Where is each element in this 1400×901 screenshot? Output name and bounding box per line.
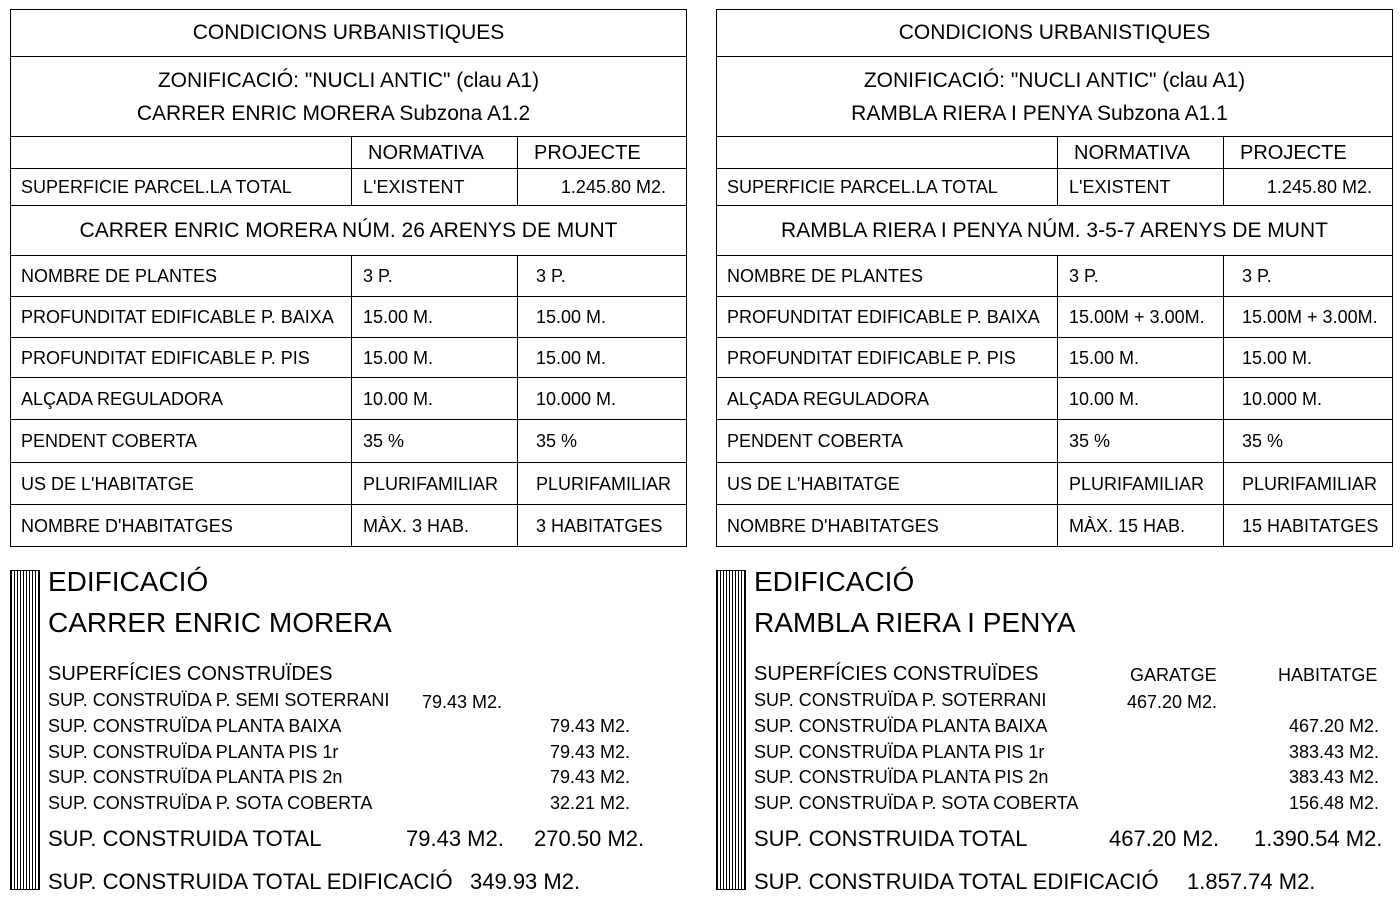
address-text: RAMBLA RIERA I PENYA NÚM. 3-5-7 ARENYS DE MUNT [781,219,1328,242]
table-title-row [11,10,686,56]
row-normativa: 35 % [1058,420,1224,463]
table-row [11,419,686,463]
hatch-bar-graphic [716,570,746,890]
total-label: SUP. CONSTRUIDA TOTAL [754,826,1028,851]
built-areas-header: SUPERFÍCIES CONSTRUÏDES [48,663,333,685]
row-label: PROFUNDITAT EDIFICABLE P. PIS [11,338,352,378]
row-label: PROFUNDITAT EDIFICABLE P. BAIXA [717,297,1058,338]
street-subzone-text: RAMBLA RIERA I PENYA Subzona A1.1 [851,102,1228,125]
row-projecte: 15 HABITATGES [1242,515,1379,536]
urban-conditions-table [10,9,687,547]
list-item-value-b: 467.20 M2. [1289,716,1380,736]
parcel-norm: L'EXISTENT [352,169,518,206]
row-normativa: 15.00 M. [1058,338,1224,378]
zoning-row [717,56,1392,137]
address-text: CARRER ENRIC MORERA NÚM. 26 ARENYS DE MUNT [79,219,618,242]
urban-conditions-table [716,9,1393,547]
edification-title: EDIFICACIÓ [48,566,209,597]
table-row [11,337,686,378]
row-projecte: 15.00 M. [536,347,607,368]
table-row [717,462,1392,505]
list-item-label: SUP. CONSTRUÏDA P. SOTERRANI [754,690,1047,710]
row-label: ALÇADA REGULADORA [717,378,1058,420]
zoning-text: ZONIFICACIÓ: "NUCLI ANTIC" (clau A1) [157,69,540,92]
edification-title: EDIFICACIÓ [754,566,915,597]
row-projecte: 15.00 M. [536,307,607,327]
row-projecte: 3 P. [1242,266,1272,286]
grand-total-label: SUP. CONSTRUIDA TOTAL EDIFICACIÓ [48,869,453,894]
column-header-row [11,136,686,169]
right-panel [716,0,1393,901]
row-label: PENDENT COBERTA [11,420,352,463]
address-row [717,205,1392,256]
table-title: CONDICIONS URBANISTIQUES [192,21,505,44]
parcel-norm: L'EXISTENT [1058,169,1224,206]
row-normativa: 10.00 M. [352,378,518,420]
zoning-text: ZONIFICACIÓ: "NUCLI ANTIC" (clau A1) [863,69,1246,92]
total-value-a: 467.20 M2. [1109,826,1220,851]
table-row [717,377,1392,420]
row-projecte: 10.000 M. [536,388,617,409]
row-label: NOMBRE D'HABITATGES [11,505,352,547]
total-label: SUP. CONSTRUIDA TOTAL [48,826,322,851]
edification-street: CARRER ENRIC MORERA [48,607,392,638]
address-row [11,205,686,256]
row-label: NOMBRE D'HABITATGES [717,505,1058,547]
table-row [717,504,1392,547]
parcel-label: SUPERFICIE PARCEL.LA TOTAL [11,169,352,206]
row-normativa: PLURIFAMILIAR [1058,463,1224,505]
row-normativa: 15.00 M. [352,338,518,378]
row-normativa: 35 % [352,420,518,463]
hatch-bar-graphic [10,570,40,890]
list-item-value-a: 467.20 M2. [1127,692,1218,712]
row-normativa: 10.00 M. [1058,378,1224,420]
table-row [717,255,1392,297]
col-projecte: PROJECTE [534,141,641,164]
row-projecte: PLURIFAMILIAR [536,473,672,494]
table-row [11,296,686,338]
list-item-label: SUP. CONSTRUÏDA PLANTA BAIXA [754,716,1048,736]
zoning-row [11,56,686,137]
list-item-value-b: 156.48 M2. [1289,793,1380,813]
housing-column-header: HABITATGE [1278,665,1378,685]
total-value-b: 270.50 M2. [534,826,645,851]
row-label: PROFUNDITAT EDIFICABLE P. PIS [717,338,1058,378]
row-normativa: 3 P. [352,256,518,297]
col-projecte: PROJECTE [1240,141,1347,164]
column-header-row [717,136,1392,169]
row-normativa: 15.00M + 3.00M. [1058,297,1224,338]
list-item-label: SUP. CONSTRUÏDA P. SOTA COBERTA [754,793,1079,813]
row-label: PROFUNDITAT EDIFICABLE P. BAIXA [11,297,352,338]
list-item-label: SUP. CONSTRUÏDA P. SOTA COBERTA [48,793,373,813]
row-label: US DE L'HABITATGE [717,463,1058,505]
grand-total-value: 349.93 M2. [470,869,581,894]
row-normativa: MÀX. 15 HAB. [1058,505,1224,547]
list-item-label: SUP. CONSTRUÏDA PLANTA BAIXA [48,716,342,736]
list-item-value-b: 79.43 M2. [550,767,631,787]
row-projecte: 15.00M + 3.00M. [1242,307,1378,327]
table-row [11,255,686,297]
row-projecte: 3 P. [536,266,566,286]
list-item-label: SUP. CONSTRUÏDA PLANTA PIS 1r [48,742,339,762]
list-item-label: SUP. CONSTRUÏDA PLANTA PIS 2n [48,767,343,787]
garage-column-header: GARATGE [1130,665,1217,685]
parcel-row [11,168,686,206]
row-normativa: 3 P. [1058,256,1224,297]
col-normativa: NORMATIVA [1058,137,1224,169]
street-subzone-text: CARRER ENRIC MORERA Subzona A1.2 [136,102,531,125]
grand-total-value: 1.857.74 M2. [1187,869,1316,894]
parcel-proj: 1.245.80 M2. [1266,177,1372,197]
row-normativa: 15.00 M. [352,297,518,338]
list-item-value-b: 32.21 M2. [550,793,631,813]
row-projecte: 35 % [536,431,578,451]
table-row [717,337,1392,378]
grand-total-label: SUP. CONSTRUIDA TOTAL EDIFICACIÓ [754,869,1159,894]
row-projecte: 35 % [1242,431,1284,451]
parcel-proj: 1.245.80 M2. [560,177,666,197]
list-item-value-b: 383.43 M2. [1289,767,1380,787]
row-projecte: PLURIFAMILIAR [1242,473,1378,494]
table-title-row [717,10,1392,56]
row-label: US DE L'HABITATGE [11,463,352,505]
list-item-value-b: 79.43 M2. [550,716,631,736]
built-areas-header: SUPERFÍCIES CONSTRUÏDES [754,663,1039,685]
list-item-label: SUP. CONSTRUÏDA P. SEMI SOTERRANI [48,690,390,710]
row-normativa: PLURIFAMILIAR [352,463,518,505]
edification-street: RAMBLA RIERA I PENYA [754,607,1076,638]
list-item-label: SUP. CONSTRUÏDA PLANTA PIS 1r [754,742,1045,762]
row-label: PENDENT COBERTA [717,420,1058,463]
list-item-value-b: 383.43 M2. [1289,742,1380,762]
table-row [11,462,686,505]
row-label: ALÇADA REGULADORA [11,378,352,420]
list-item-value-a: 79.43 M2. [422,692,503,712]
col-normativa: NORMATIVA [352,137,518,169]
row-label: NOMBRE DE PLANTES [717,256,1058,297]
table-row [11,377,686,420]
table-title: CONDICIONS URBANISTIQUES [898,21,1211,44]
parcel-row [717,168,1392,206]
parcel-label: SUPERFICIE PARCEL.LA TOTAL [717,169,1058,206]
total-value-b: 1.390.54 M2. [1254,826,1383,851]
row-normativa: MÀX. 3 HAB. [352,505,518,547]
list-item-value-b: 79.43 M2. [550,742,631,762]
row-projecte: 15.00 M. [1242,347,1313,368]
row-projecte: 3 HABITATGES [536,515,663,536]
left-panel [10,0,687,901]
total-value-a: 79.43 M2. [406,826,504,851]
row-label: NOMBRE DE PLANTES [11,256,352,297]
table-row [717,419,1392,463]
list-item-label: SUP. CONSTRUÏDA PLANTA PIS 2n [754,767,1049,787]
table-row [717,296,1392,338]
table-row [11,504,686,547]
row-projecte: 10.000 M. [1242,388,1323,409]
